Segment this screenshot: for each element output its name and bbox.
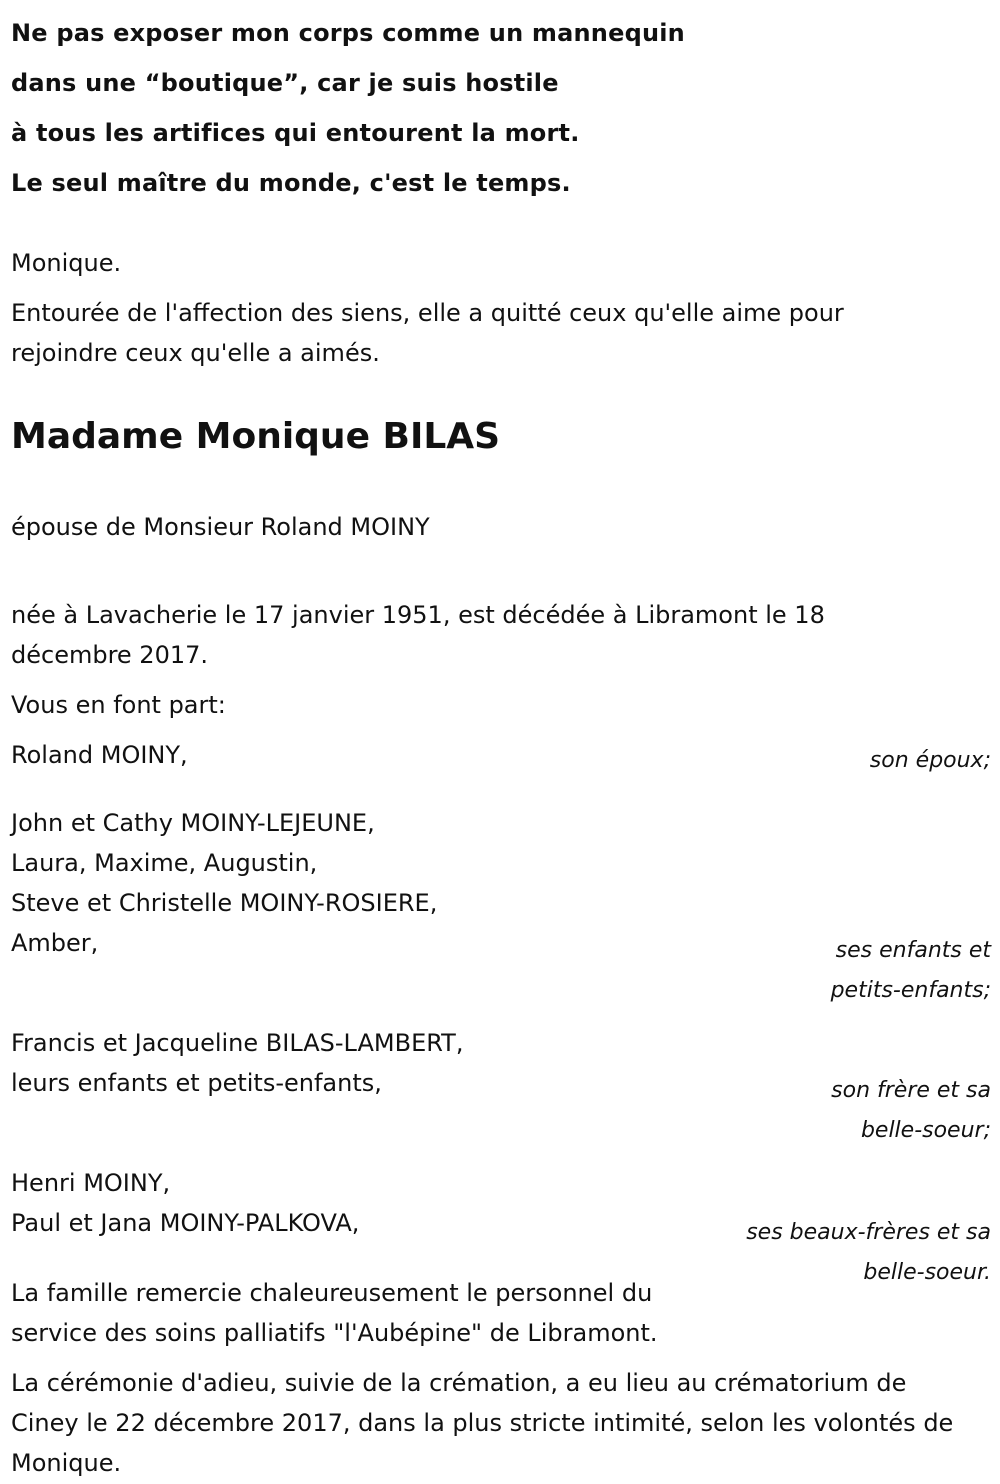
quote-line: Ne pas exposer mon corps comme un mannequin <box>11 19 685 47</box>
family-member: Steve et Christelle MOINY-ROSIERE, <box>11 889 438 917</box>
spouse-line: épouse de Monsieur Roland MOINY <box>11 513 430 541</box>
deceased-name: Madame Monique BILAS <box>11 416 501 457</box>
family-relation: son frère et sa belle-soeur; <box>831 1078 991 1143</box>
quote-line: Le seul maître du monde, c'est le temps. <box>11 169 571 197</box>
family-member: Henri MOINY, <box>11 1169 171 1197</box>
family-group-in-laws <box>11 1163 991 1285</box>
ceremony-text: La cérémonie d'adieu, suivie de la crémation, a eu lieu au crématorium de Ciney le 22 décembre 2017, dans la plus stricte intimité, selon les volontés de Monique. <box>11 1369 954 1477</box>
family-relation: son époux; <box>869 748 991 773</box>
obituary-page <box>11 0 991 1483</box>
thanks-text: La famille remercie chaleureusement le personnel du service des soins palliatifs "l'Aubépine" de Libramont. <box>11 1279 658 1347</box>
family-member: John et Cathy MOINY-LEJEUNE, <box>11 809 375 837</box>
family-member: leurs enfants et petits-enfants, <box>11 1069 382 1097</box>
family-member: Amber, <box>11 929 99 957</box>
intro-text: Entourée de l'affection des siens, elle a quitté ceux qu'elle aime pour rejoindre ceux qu'elle a aimés. <box>11 299 844 367</box>
family-group-children <box>11 803 991 1023</box>
quote-signature: Monique. <box>11 249 122 277</box>
family-member: Paul et Jana MOINY-PALKOVA, <box>11 1209 360 1237</box>
family-group-spouse <box>11 735 991 803</box>
family-relation: ses enfants et petits-enfants; <box>830 938 991 1003</box>
quote-line: à tous les artifices qui entourent la mort. <box>11 119 580 147</box>
quote-line: dans une “boutique”, car je suis hostile <box>11 69 559 97</box>
family-member: Laura, Maxime, Augustin, <box>11 849 318 877</box>
family-group-sibling <box>11 1023 991 1163</box>
epitaph-quote <box>11 0 991 208</box>
announcement-label: Vous en font part: <box>11 691 226 719</box>
family-member: Francis et Jacqueline BILAS-LAMBERT, <box>11 1029 464 1057</box>
family-member: Roland MOINY, <box>11 741 188 769</box>
birth-death-text: née à Lavacherie le 17 janvier 1951, est décédée à Libramont le 18 décembre 2017. <box>11 601 825 669</box>
family-relation: ses beaux-frères et sa belle-soeur. <box>746 1220 991 1285</box>
